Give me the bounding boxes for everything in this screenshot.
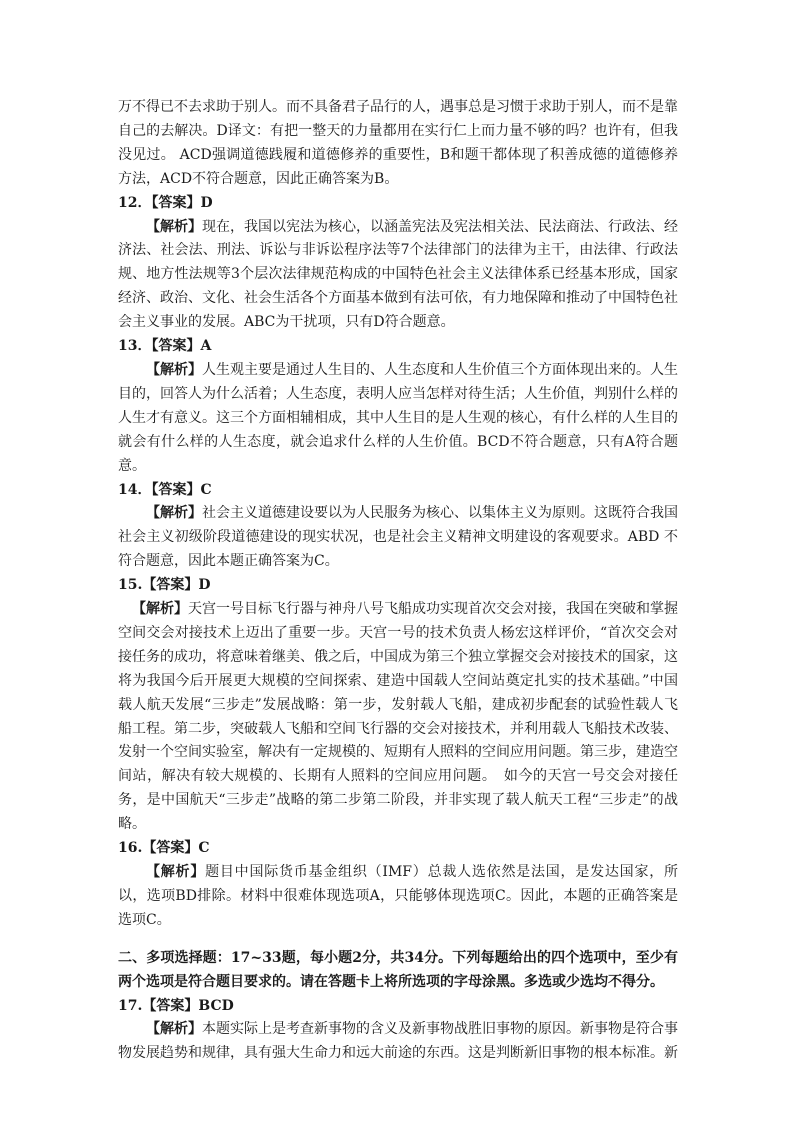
question-number: 17. [118,997,143,1014]
explanation-17 [118,1018,678,1066]
explanation-label: 【解析】 [146,864,206,880]
explanation-label: 【解析】 [146,1021,202,1038]
explanation-label: 【解析】 [146,505,202,522]
explanation-text: 本题实际上是考查新事物的含义及新事物战胜旧事物的原因。新事物是符合事物发展趋势和规律，具有强大生命力和远大前途的东西。这是判断新旧事物的根本标准。新 [118,1021,678,1062]
answer-value: C [200,481,212,498]
explanation-label: 【解析】 [132,601,188,618]
explanation-label: 【解析】 [146,218,202,235]
question-number: 13． [118,338,152,355]
question-number: 12． [118,194,152,211]
explanation-text: 现在，我国以宪法为核心，以涵盖宪法及宪法相关法、民法商法、行政法、经济法、社会法、刑法、诉讼与非诉讼程序法等7个法律部门的法律为主干，由法律、行政法规、地方性法规等3个层次法律规范构成的中国特色社会主义法律体系已经基本形成，国家经济、政治、文化、社会生活各个方面基本做到有法可依，有力地保障和推动了中国特色社会主义事业的发展。ABC为干扰项，只有D符合题意。 [118,218,678,331]
answer-explanations [118,96,678,1066]
answer-line-17 [118,995,678,1019]
answer-label: 【答案】 [151,194,201,211]
question-number: 14． [118,481,152,498]
paragraph-continued: 万不得已不去求助于别人。而不具备君子品行的人，遇事总是习惯于求助于别人，而不是靠自己的去解决。D译文：有把一整天的力量都用在实行仁上而力量不够的吗？也许有，但我没见过。 ACD强调道德践履和道德修养的重要性，B和题干都体现了积善成德的道德修养方法，ACD不符合题意，因此正确答案为B。 [118,99,678,187]
question-number: 16. [118,840,143,857]
answer-label: 【答案】 [151,338,201,355]
explanation-13 [118,359,678,479]
explanation-text: 人生观主要是通过人生目的、人生态度和人生价值三个方面体现出来的。人生目的，回答人为什么活着；人生态度，表明人应当怎样对待生活；人生价值，判别什么样的人生才有意义。这三个方面相辅相成，其中人生目的是人生观的核心，有什么样的人生目的就会有什么样的人生态度，就会追求什么样的人生价值。BCD不符合题意，只有A符合题意。 [118,361,678,474]
explanation-16 [118,861,678,933]
answer-label: 【答案】 [142,577,199,594]
section-heading-multiple-choice: 二、多项选择题：17~33题，每小题2分，共34分。下列每题给出的四个选项中，至少有两个选项是符合题目要求的。请在答题卡上将所选项的字母涂黑。多选或少选均不得分。 [118,949,678,990]
answer-value: D [198,577,211,594]
answer-line-15 [118,574,678,598]
answer-line-12 [118,192,678,216]
explanation-text: 题目中国际货币基金组织（IMF）总裁人选依然是法国，是发达国家，所以，选项BD排除。材料中很难体现选项A，只能够体现选项C。因此，本题的正确答案是选项C。 [118,864,679,928]
answer-line-13 [118,335,678,359]
explanation-15 [118,598,678,837]
explanation-text: 社会主义道德建设要以为人民服务为核心、以集体主义为原则。这既符合我国社会主义初级阶段道德建设的现实状况，也是社会主义精神文明建设的客观要求。ABD 不符合题意，因此本题正确答案为C。 [118,505,678,570]
answer-label: 【答案】 [142,840,199,857]
answer-label: 【答案】 [142,997,199,1014]
answer-label: 【答案】 [151,481,201,498]
answer-value: BCD [198,997,234,1014]
answer-value: D [200,194,213,211]
explanation-text: 天宫一号目标飞行器与神舟八号飞船成功实现首次交会对接，我国在突破和掌握空间交会对接技术上迈出了重要一步。天宫一号的技术负责人杨宏这样评价，“首次交会对接任务的成功，将意味着继美、俄之后，中国成为第三个独立掌握交会对接技术的国家，这将为我国今后开展更大规模的空间探索、建造中国载人空间站奠定扎实的技术基础。”中国载人航天发展“三步走”发展战略：第一步，发射载人飞船，建成初步配套的试验性载人飞船工程。第二步，突破载人飞船和空间飞行器的交会对接技术，并利用载人飞船技术改装、发射一个空间实验室，解决有一定规模的、短期有人照料的空间应用问题。第三步，建造空间站，解决有较大规模的、长期有人照料的空间应用问题。 如今的天宫一号交会对接任务，是中国航天“三步走”战略的第二步第二阶段，并非实现了载人航天工程“三步走”的战略。 [118,601,678,833]
section-spacer [118,933,678,947]
answer-line-16 [118,837,678,861]
answer-value: A [200,338,212,355]
explanation-14 [118,502,678,574]
question-number: 15. [118,577,143,594]
explanation-label: 【解析】 [146,361,202,378]
explanation-12 [118,216,678,336]
answer-value: C [198,840,210,857]
answer-line-14 [118,479,678,503]
